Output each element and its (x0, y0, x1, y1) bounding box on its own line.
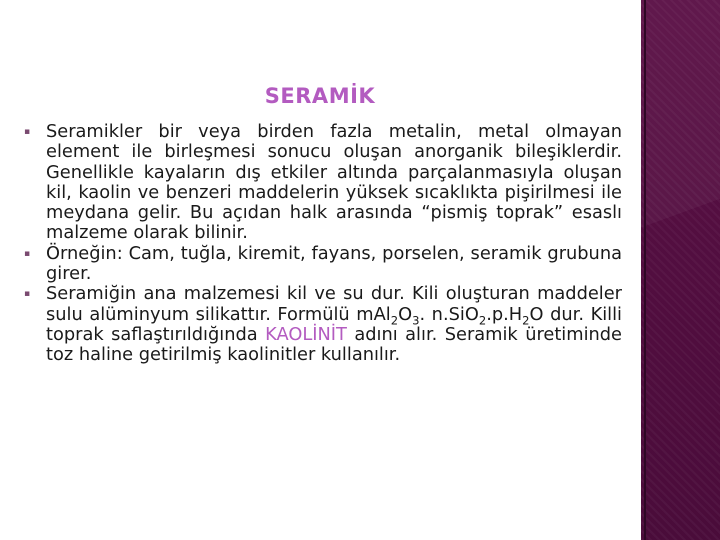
bullet-text-seg3: . n.SiO (419, 303, 479, 325)
bullet-item-2 (24, 244, 622, 285)
slide-title: SERAMİK (264, 84, 376, 108)
bullet-item-1 (24, 122, 622, 244)
bullet-text-seg5: O dur. Killi toprak saflaştırıldığında (46, 303, 622, 345)
bullet-marker-icon: ▪ (24, 289, 31, 300)
subscript: 2 (478, 313, 487, 328)
highlighted-term: KAOLİNİT (265, 323, 347, 345)
bullet-text-seg6: adını alır. Seramik üretiminde toz haline getirilmiş kaolinitler kullanılır. (46, 323, 622, 366)
bullet-text-seg2: O (398, 303, 413, 325)
subscript: 2 (390, 313, 399, 328)
bullet-text: Örneğin: Cam, tuğla, kiremit, fayans, porselen, seramik grubuna girer. (46, 242, 622, 285)
slide-body (24, 122, 622, 366)
bullet-item-3 (24, 284, 622, 365)
decorative-side-panel (641, 0, 720, 540)
bullet-marker-icon: ▪ (24, 127, 31, 137)
side-panel-divider (644, 0, 646, 540)
bullet-text: Seramikler bir veya birden fazla metalin, metal olmayan element ile birleşmesi sonucu oluşan anorganik bileşiklerdir. Genellikle kayaların dış etkiler altında parçalanmasıyla oluşan kil, kaolin ve benzeri maddelerin yüksek sıcaklıkta pişirilmesi ile meydana gelir. Bu açıdan halk arasında “pismiş toprak” esaslı malzeme olarak bilinir. (46, 121, 622, 244)
bullet-marker-icon: ▪ (24, 248, 31, 259)
bullet-text-seg1: Seramiğin ana malzemesi kil ve su dur. Kili oluşturan maddeler sulu alüminyum silikattır. Formülü mAl (46, 283, 622, 325)
bullet-text-seg4: .p.H (486, 303, 523, 325)
subscript: 2 (522, 313, 530, 328)
subscript: 3 (412, 313, 420, 328)
